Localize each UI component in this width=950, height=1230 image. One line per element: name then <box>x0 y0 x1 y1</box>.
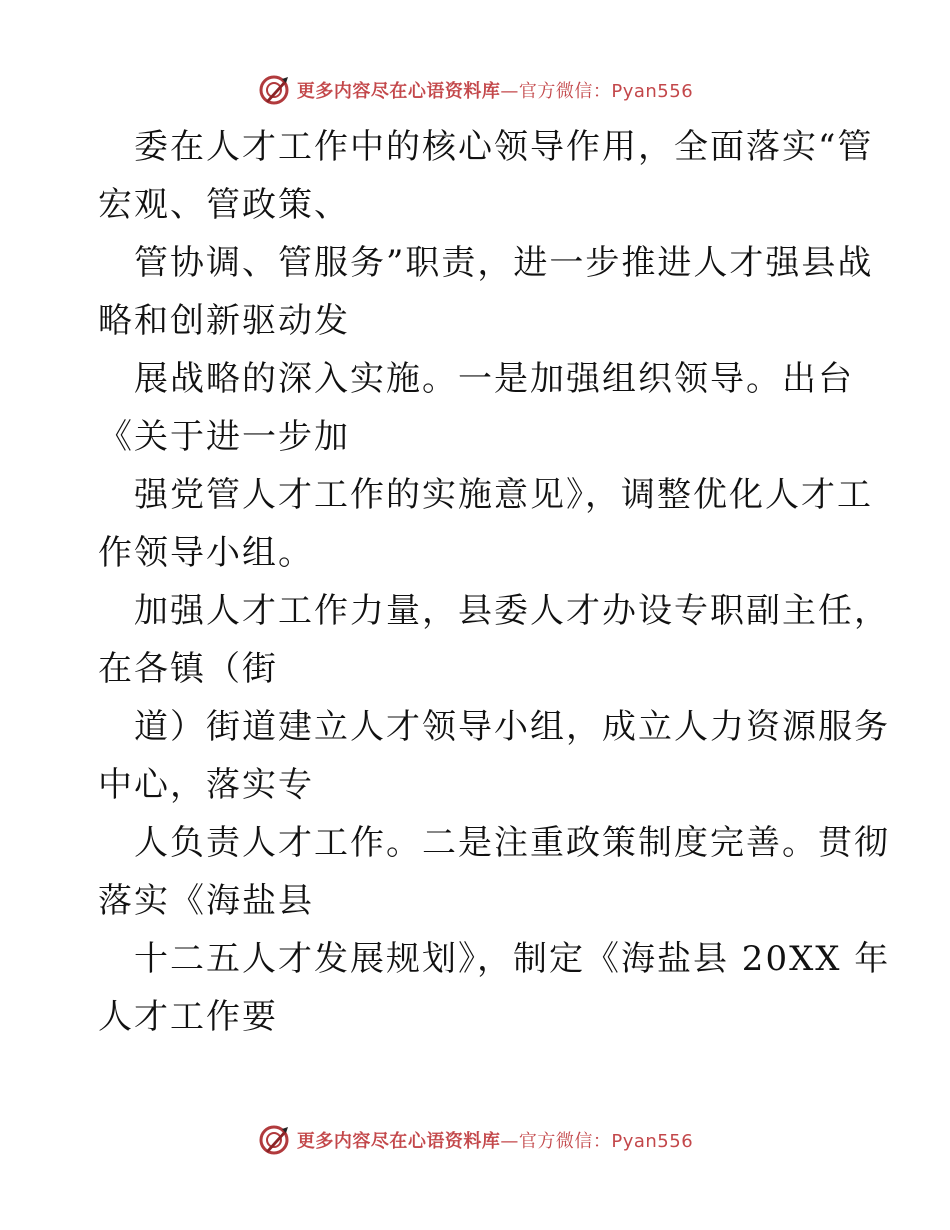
footer-wechat-id: Pyan556 <box>611 1131 694 1152</box>
text-line: 中心，落实专 <box>98 765 314 805</box>
text-line: 管协调、管服务”职责，进一步推进人才强县战 <box>134 243 874 283</box>
text-line: 十二五人才发展规划》，制定《海盐县 20XX 年 <box>134 939 891 979</box>
footer-brand: 更多内容尽在心语资料库 <box>296 1131 501 1152</box>
header-banner-inner <box>257 73 693 107</box>
text-line: 作领导小组。 <box>98 533 314 573</box>
footer-banner-text <box>297 1127 693 1153</box>
footer-dash: — <box>500 1131 519 1152</box>
text-line: 道）街道建立人才领导小组，成立人力资源服务 <box>134 707 890 747</box>
header-dash: — <box>500 81 519 102</box>
logo-pen-icon <box>257 73 291 107</box>
text-line: 宏观、管政策、 <box>98 185 350 225</box>
header-official-label: 官方微信： <box>518 81 612 102</box>
header-banner <box>0 70 950 110</box>
text-line: 委在人才工作中的核心领导作用，全面落实“管 <box>134 127 874 167</box>
header-brand: 更多内容尽在心语资料库 <box>296 81 501 102</box>
text-line: 人才工作要 <box>98 997 278 1037</box>
header-banner-text <box>297 77 693 103</box>
text-line: 落实《海盐县 <box>98 881 314 921</box>
logo-pen-icon <box>257 1123 291 1157</box>
footer-official-label: 官方微信： <box>518 1131 612 1152</box>
header-wechat-id: Pyan556 <box>611 81 694 102</box>
text-line: 人负责人才工作。二是注重政策制度完善。贯彻 <box>134 823 890 863</box>
text-line: 《关于进一步加 <box>98 417 350 457</box>
footer-banner-inner <box>257 1123 693 1157</box>
footer-banner <box>0 1120 950 1160</box>
text-line: 加强人才工作力量，县委人才办设专职副主任， <box>134 591 890 631</box>
text-line: 在各镇（街 <box>98 649 278 689</box>
text-line: 展战略的深入实施。一是加强组织领导。出台 <box>134 359 854 399</box>
text-line: 略和创新驱动发 <box>98 301 350 341</box>
text-line: 强党管人才工作的实施意见》，调整优化人才工 <box>134 475 873 515</box>
